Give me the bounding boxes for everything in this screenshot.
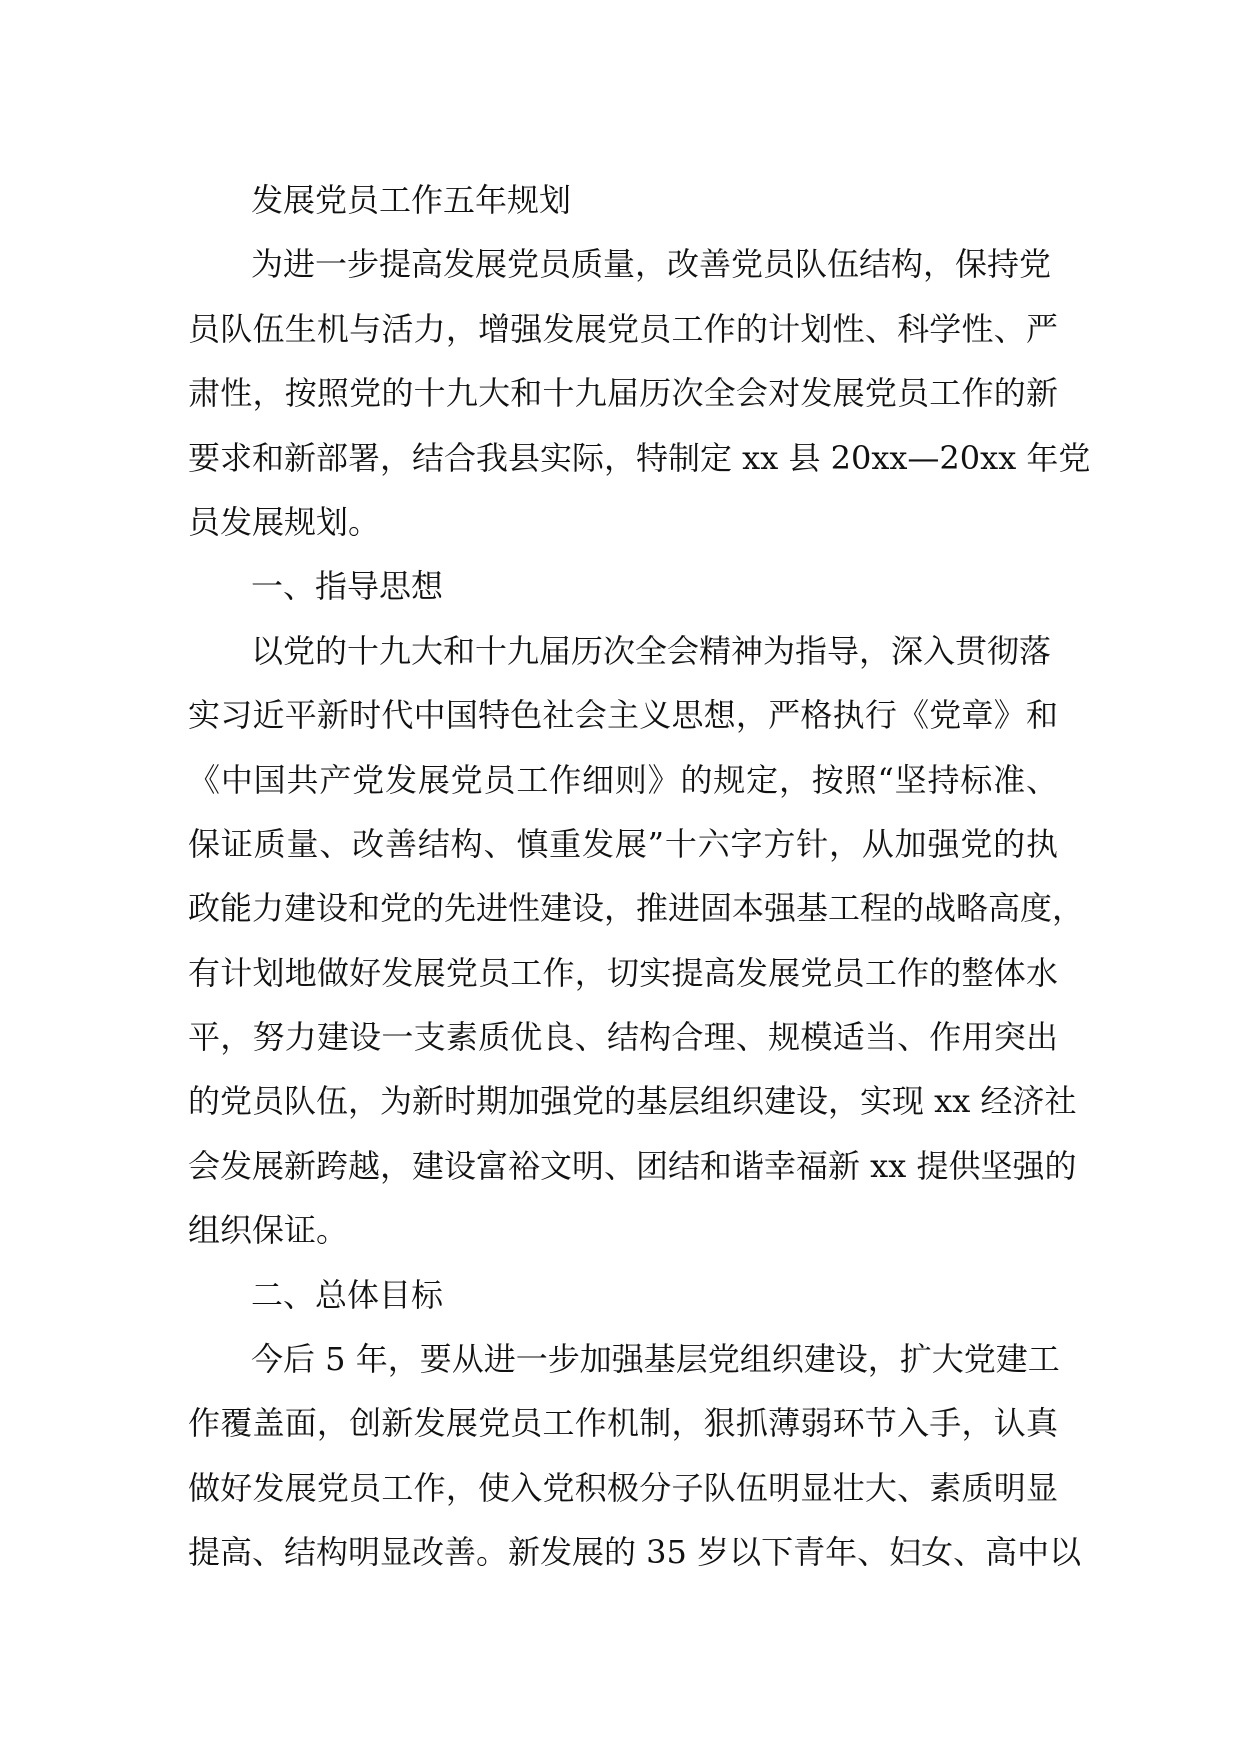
paragraph-guiding-thought [188, 619, 1085, 1263]
paragraph-line: 作覆盖面，创新发展党员工作机制，狠抓薄弱环节入手，认真 [188, 1404, 1058, 1443]
section-heading-overall-goals: 二、总体目标 [251, 1275, 444, 1314]
paragraph-line: 提高、结构明显改善。新发展的 35 岁以下青年、妇女、高中以 [188, 1533, 1082, 1572]
paragraph-line: 保证质量、改善结构、慎重发展”十六字方针，从加强党的执 [188, 824, 1058, 863]
document-page [188, 168, 1091, 1585]
document-title: 发展党员工作五年规划 [251, 181, 572, 219]
paragraph-line: 员队伍生机与活力，增强发展党员工作的计划性、科学性、严 [188, 309, 1058, 348]
paragraph-line: 今后 5 年，要从进一步加强基层党组织建设，扩大党建工 [251, 1340, 1060, 1379]
paragraph-line: 要求和新部署，结合我县实际，特制定 xx 县 20xx—20xx 年党 [188, 438, 1091, 477]
paragraph-line: 的党员队伍，为新时期加强党的基层组织建设，实现 xx 经济社 [188, 1082, 1077, 1121]
paragraph-line: 实习近平新时代中国特色社会主义思想，严格执行《党章》和 [188, 696, 1058, 735]
paragraph-line: 《中国共产党发展党员工作细则》的规定，按照“坚持标准、 [188, 760, 1058, 799]
paragraph-line: 员发展规划。 [188, 502, 381, 541]
paragraph-line: 有计划地做好发展党员工作，切实提高发展党员工作的整体水 [188, 953, 1058, 992]
paragraph-line: 为进一步提高发展党员质量，改善党员队伍结构，保持党 [251, 245, 1052, 284]
section-heading-guiding-thought: 一、指导思想 [251, 567, 444, 606]
paragraph-overall-goals [188, 1327, 1082, 1585]
paragraph-line: 做好发展党员工作，使入党积极分子队伍明显壮大、素质明显 [188, 1468, 1058, 1507]
paragraph-line: 会发展新跨越，建设富裕文明、团结和谐幸福新 xx 提供坚强的 [188, 1146, 1077, 1185]
paragraph-line: 政能力建设和党的先进性建设，推进固本强基工程的战略高度， [188, 889, 1085, 928]
paragraph-line: 以党的十九大和十九届历次全会精神为指导，深入贯彻落 [251, 631, 1052, 670]
paragraph-line: 肃性，按照党的十九大和十九届历次全会对发展党员工作的新 [188, 374, 1058, 413]
paragraph-line: 组织保证。 [188, 1211, 349, 1250]
paragraph-intro [188, 232, 1091, 554]
paragraph-line: 平，努力建设一支素质优良、结构合理、规模适当、作用突出 [188, 1018, 1058, 1057]
